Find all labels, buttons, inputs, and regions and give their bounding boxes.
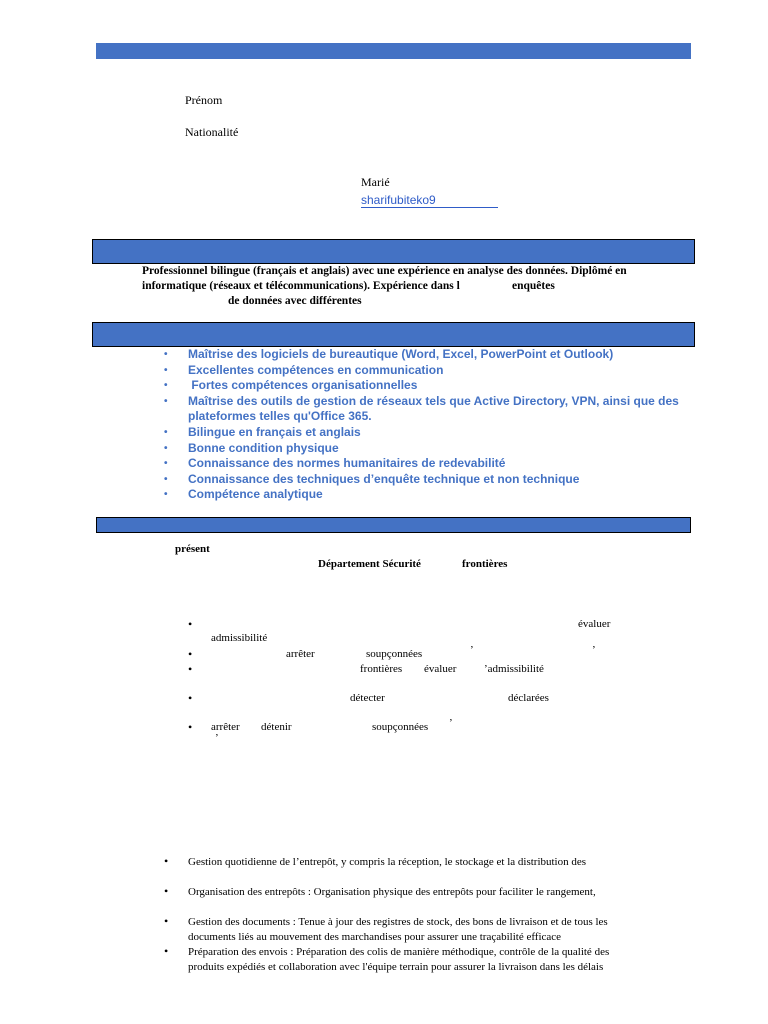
experience-department-b: frontières: [462, 558, 508, 570]
bullet-icon: •: [164, 944, 169, 958]
exp-fragment: ’admissibilité: [484, 663, 544, 675]
bullet-icon: •: [164, 364, 168, 376]
warehouse-line: Gestion des documents : Tenue à jour des registres de stock, des bons de livraison et de tous les: [188, 916, 608, 928]
bullet-icon: •: [164, 884, 169, 898]
profile-line-1: Professionnel bilingue (français et anglais) avec une expérience en analyse des données. Diplômé en: [142, 265, 627, 277]
exp-fragment: ’: [470, 644, 474, 656]
exp-fragment: évaluer: [578, 618, 611, 630]
profile-line-2: informatique (réseaux et télécommunications). Expérience dans l: [142, 280, 460, 292]
exp-fragment: soupçonnées: [366, 648, 423, 660]
exp-fragment: arrêter: [286, 648, 315, 660]
profile-line-3: de données avec différentes: [228, 295, 362, 307]
list-item: • Connaissance des techniques d’enquête technique et non technique: [164, 471, 580, 486]
exp-fragment: admissibilité: [211, 632, 268, 644]
bullet-icon: •: [164, 458, 168, 470]
bullet-icon: •: [164, 473, 168, 485]
warehouse-line: Gestion quotidienne de l’entrepôt, y compris la réception, le stockage et la distribution des: [188, 856, 587, 868]
skills-list: [164, 347, 704, 503]
header-bar: [96, 43, 691, 59]
list-item: • Maîtrise des logiciels de bureautique (Word, Excel, PowerPoint et Outlook): [164, 347, 614, 361]
warehouse-line: produits expédiés et collaboration avec l'équipe terrain pour assurer la livraison dans les délais: [188, 961, 604, 973]
list-item: • Bonne condition physique: [164, 440, 339, 455]
exp-fragment: soupçonnées: [372, 721, 429, 733]
profile-section-bar: [92, 239, 695, 264]
bullet-icon: •: [164, 395, 168, 407]
list-item: • Fortes compétences organisationnelles: [164, 378, 418, 393]
warehouse-line: Préparation des envois : Préparation des colis de manière méthodique, contrôle de la qualité des: [188, 946, 610, 958]
nationalite-label: Nationalité: [185, 125, 239, 139]
bullet-icon: •: [164, 426, 168, 438]
bullet-icon: •: [164, 854, 169, 868]
list-item: • Bilingue en français et anglais: [164, 424, 361, 439]
marital-status: Marié: [361, 175, 390, 189]
bullet-icon: •: [188, 691, 193, 705]
warehouse-line: documents liés au mouvement des marchandises pour assurer une traçabilité efficace: [188, 931, 562, 943]
bullet-icon: •: [164, 489, 168, 501]
email-link[interactable]: sharifubiteko9: [361, 193, 498, 208]
list-item: • Excellentes compétences en communication: [164, 362, 444, 377]
bullet-icon: •: [164, 349, 168, 360]
bullet-icon: •: [188, 617, 193, 631]
bullet-icon: •: [188, 647, 193, 661]
list-item: • Connaissance des normes humanitaires de redevabilité: [164, 456, 506, 471]
experience-department-a: Département Sécurité: [318, 558, 421, 570]
bullet-icon: •: [164, 442, 168, 454]
exp-fragment: détecter: [350, 692, 385, 704]
list-item: • Maîtrise des outils de gestion de réseaux tels que Active Directory, VPN, ainsi que des plateformes telles qu'Office 365.: [164, 393, 679, 424]
prenom-label: Prénom: [185, 93, 223, 107]
exp-fragment: ’: [449, 717, 453, 729]
skills-section-bar: [92, 322, 695, 347]
exp-fragment: déclarées: [508, 692, 549, 704]
experience-present: présent: [175, 543, 210, 555]
exp-fragment: ’: [215, 732, 219, 744]
bullet-icon: •: [164, 380, 168, 392]
exp-fragment: évaluer: [424, 663, 457, 675]
warehouse-line: Organisation des entrepôts : Organisation physique des entrepôts pour faciliter le rangement,: [188, 886, 596, 898]
exp-fragment: détenir: [261, 721, 292, 733]
exp-fragment: frontières: [360, 663, 403, 675]
list-item: • Compétence analytique: [164, 487, 323, 502]
experience-section-bar: [96, 517, 691, 533]
exp-fragment: arrêter: [211, 721, 240, 733]
profile-line-2-end: enquêtes: [512, 280, 555, 292]
bullet-icon: •: [188, 720, 193, 734]
bullet-icon: •: [188, 662, 193, 676]
bullet-icon: •: [164, 914, 169, 928]
exp-fragment: ’: [592, 644, 596, 656]
